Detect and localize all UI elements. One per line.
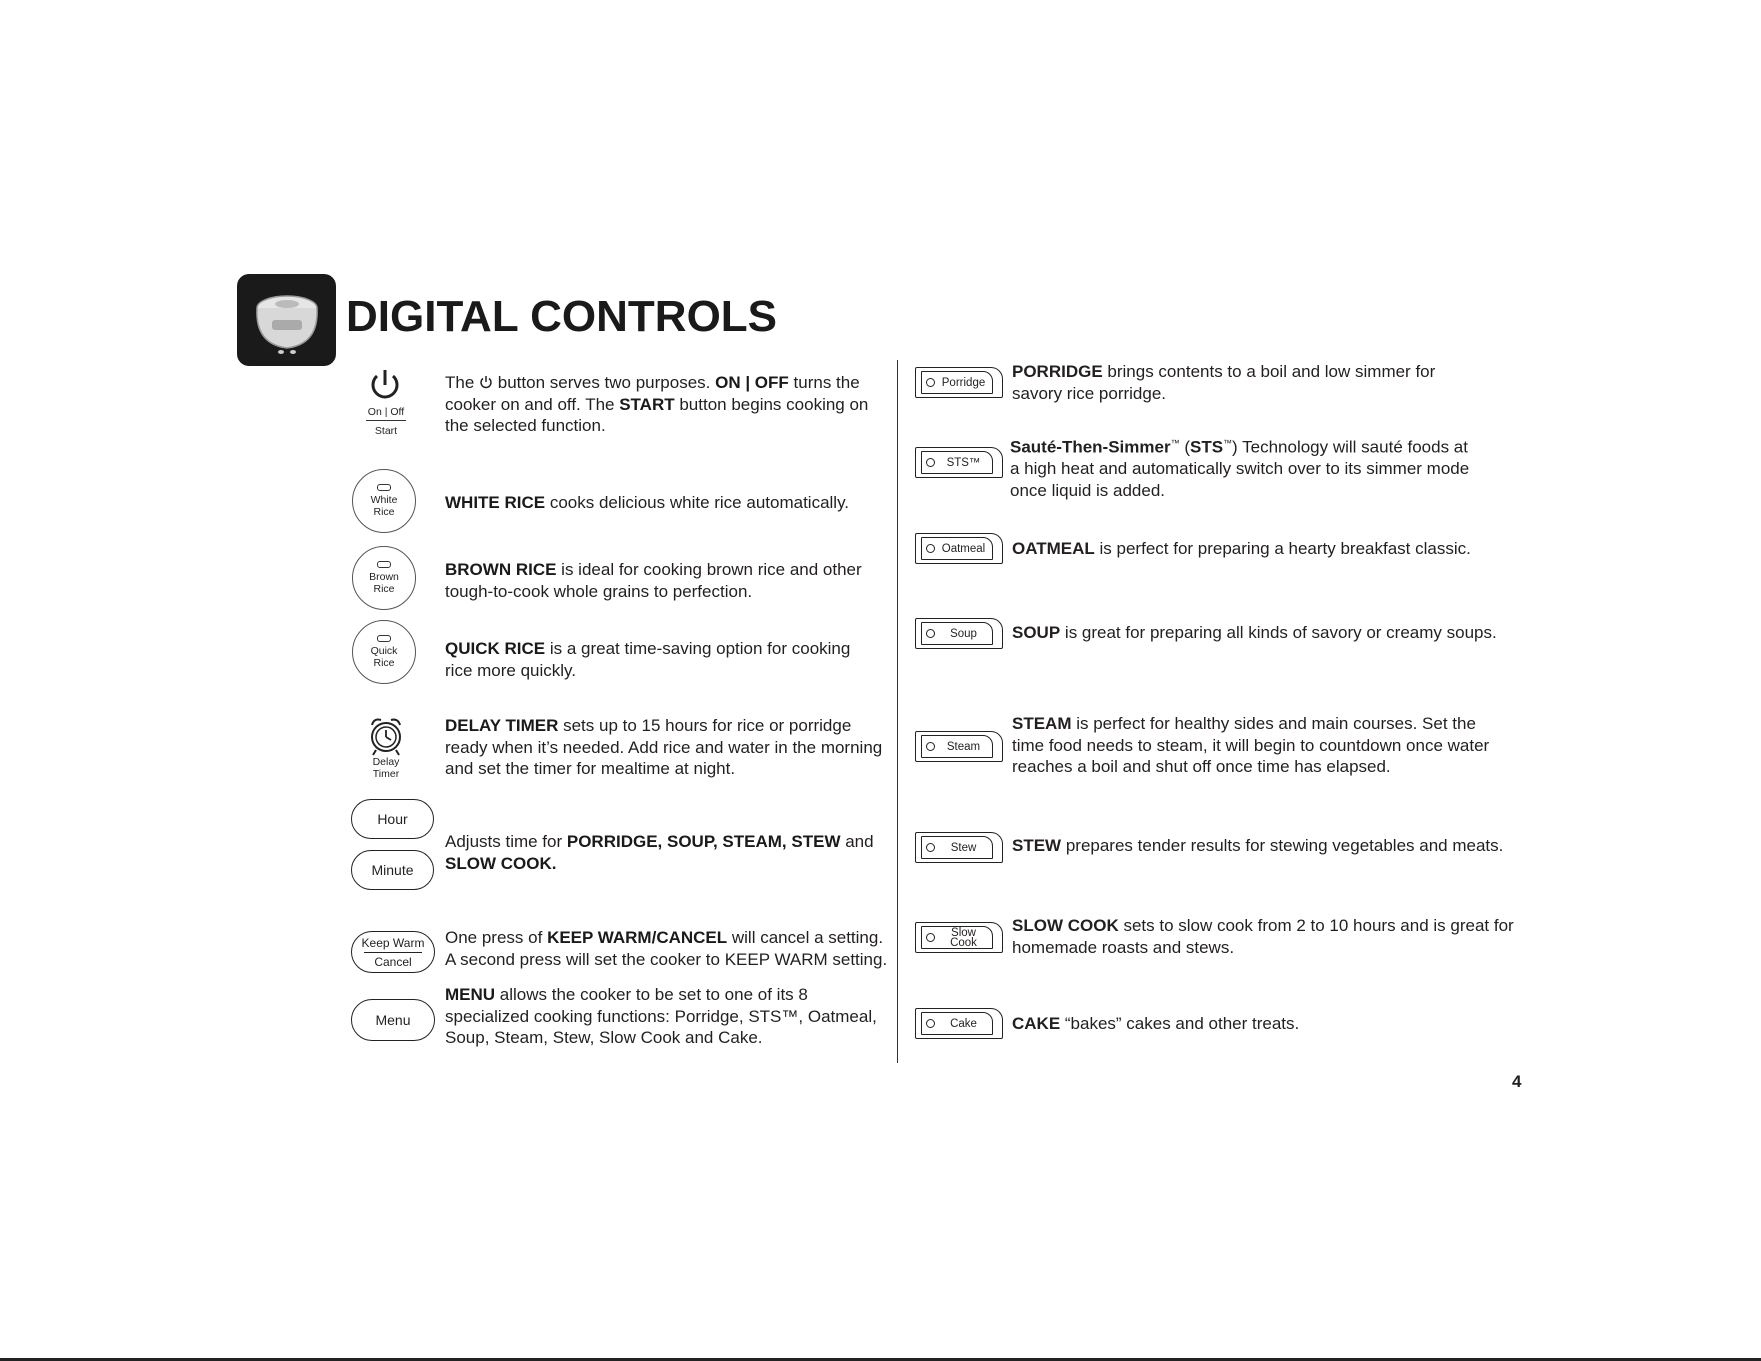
- column-divider: [897, 360, 898, 1063]
- slow-cook-key[interactable]: [915, 922, 1003, 953]
- timer-label: Timer: [372, 768, 400, 780]
- soup-key[interactable]: [915, 618, 1003, 649]
- brown-rice-button[interactable]: [352, 546, 416, 610]
- power-button[interactable]: [365, 365, 405, 410]
- button-label: Quick: [370, 645, 398, 657]
- page-number: 4: [1512, 1072, 1522, 1091]
- delay-timer-description: DELAY TIMER sets up to 15 hours for rice or porridge ready when it’s needed. Add rice and water in the morning and set the timer for mealtime at night.: [445, 716, 883, 778]
- oatmeal-description: OATMEAL is perfect for preparing a hearty breakfast classic.: [1012, 539, 1471, 558]
- hour-minute-description: Adjusts time for PORRIDGE, SOUP, STEAM, STEW and SLOW COOK.: [445, 832, 874, 873]
- key-label: Cake: [950, 1017, 977, 1030]
- key-label: Porridge: [941, 376, 986, 389]
- indicator-light: [926, 1019, 935, 1028]
- indicator-light: [377, 484, 391, 491]
- steam-key[interactable]: [915, 731, 1003, 762]
- alarm-clock-icon: [366, 715, 406, 757]
- rice-cooker-icon: [237, 274, 336, 366]
- oatmeal-key[interactable]: [915, 533, 1003, 564]
- key-label: Oatmeal: [941, 542, 986, 555]
- cake-description: CAKE “bakes” cakes and other treats.: [1012, 1014, 1300, 1033]
- quick-rice-button[interactable]: [352, 620, 416, 684]
- minute-button[interactable]: Minute: [351, 850, 434, 890]
- key-label: STS™: [946, 456, 981, 469]
- button-label: Rice: [373, 506, 395, 518]
- indicator-light: [926, 458, 935, 467]
- on-off-label: On | Off: [367, 406, 405, 418]
- stew-key[interactable]: [915, 832, 1003, 863]
- indicator-light: [926, 378, 935, 387]
- cancel-label: Cancel: [374, 954, 412, 969]
- power-icon: [479, 375, 493, 389]
- steam-description: STEAM is perfect for healthy sides and main courses. Set the time food needs to steam, it will begin to countdown once water reaches a boil and shut off once time has elapsed.: [1012, 714, 1490, 776]
- porridge-description: PORRIDGE brings contents to a boil and low simmer for savory rice porridge.: [1012, 362, 1436, 403]
- key-label: Stew: [950, 841, 977, 854]
- label-divider: [366, 420, 406, 421]
- quick-rice-description: QUICK RICE is a great time-saving option for cooking rice more quickly.: [445, 639, 851, 680]
- stew-description: STEW prepares tender results for stewing vegetables and meats.: [1012, 836, 1504, 855]
- menu-description: MENU allows the cooker to be set to one of its 8 specialized cooking functions: Porridge, STS™, Oatmeal, Soup, Steam, Stew, Slow Cook and Cake.: [445, 985, 877, 1047]
- menu-button[interactable]: Menu: [351, 999, 435, 1041]
- sts-key[interactable]: [915, 447, 1003, 478]
- start-label: Start: [374, 425, 398, 437]
- indicator-light: [377, 561, 391, 568]
- sts-description: Sauté-Then-Simmer™ (STS™) Technology will sauté foods at a high heat and automatically switch over to its simmer mode once liquid is added.: [1010, 437, 1470, 500]
- power-icon: [365, 365, 405, 405]
- label-divider: [364, 952, 422, 953]
- indicator-light: [926, 742, 935, 751]
- indicator-light: [926, 843, 935, 852]
- page-title: DIGITAL CONTROLS: [346, 292, 778, 341]
- keep-warm-label: Keep Warm: [361, 935, 425, 950]
- indicator-light: [377, 635, 391, 642]
- button-label: White: [370, 494, 398, 506]
- button-label: Brown: [369, 571, 399, 583]
- keep-warm-description: One press of KEEP WARM/CANCEL will cancel a setting. A second press will set the cooker to KEEP WARM setting.: [445, 928, 888, 969]
- slow-cook-description: SLOW COOK sets to slow cook from 2 to 10 hours and is great for homemade roasts and stews.: [1012, 916, 1514, 957]
- key-label: Slow Cook: [950, 926, 977, 949]
- delay-label: Delay: [372, 756, 400, 768]
- key-label: Soup: [950, 627, 977, 640]
- indicator-light: [926, 544, 935, 553]
- white-rice-description: WHITE RICE cooks delicious white rice automatically.: [445, 493, 850, 512]
- power-description: The button serves two purposes. ON | OFF turns the cooker on and off. The START button begins cooking on the selected function.: [445, 373, 869, 435]
- white-rice-button[interactable]: [352, 469, 416, 533]
- button-label: Rice: [373, 657, 395, 669]
- delay-timer-button[interactable]: [366, 715, 406, 762]
- key-label: Steam: [946, 740, 981, 753]
- indicator-light: [926, 933, 935, 942]
- brown-rice-description: BROWN RICE is ideal for cooking brown rice and other tough-to-cook whole grains to perfection.: [445, 560, 862, 601]
- indicator-light: [926, 629, 935, 638]
- button-label: Rice: [373, 583, 395, 595]
- soup-description: SOUP is great for preparing all kinds of savory or creamy soups.: [1012, 623, 1497, 642]
- hour-button[interactable]: Hour: [351, 799, 434, 839]
- porridge-key[interactable]: [915, 367, 1003, 398]
- cake-key[interactable]: [915, 1008, 1003, 1039]
- keep-warm-cancel-button[interactable]: [351, 931, 435, 973]
